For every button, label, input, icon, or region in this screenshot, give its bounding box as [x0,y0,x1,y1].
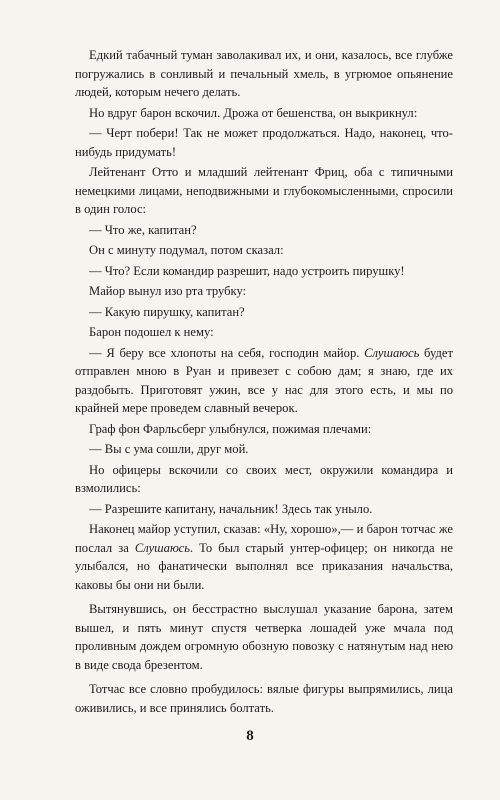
paragraph: Но офицеры вскочили со своих мест, окружили командира и взмолились: [75,462,453,495]
paragraph: Барон подошел к нему: [89,325,214,339]
paragraph: Наконец майор уступил, сказав: «Ну, хорошо»,— и барон тотчас же послал за Слушаюсь. То был старый унтер-офицер; он никогда не улыбался, но фанатически выполнял все приказания начальства, каковы бы они ни были. [75,522,453,592]
paragraph: Тотчас все словно пробудилось: вялые фигуры выпрямились, лица оживились, и все принялись болтать. [75,682,453,715]
italic-name: Слушаюсь [134,540,190,555]
paragraph: — Вы с ума сошли, друг мой. [89,442,249,456]
page-number: 8 [246,728,254,744]
paragraph: Но вдруг барон вскочил. Дрожа от бешенства, он выкрикнул: [89,105,418,120]
paragraph: — Я беру все хлопоты на себя, господин майор. Слушаюсь будет отправлен мною в Руан и привезет с собою дам; я знаю, где их раздобыть. Приготовят ужин, все у нас для этого есть, и мы по крайней мере проведем славный вечерок. [75,345,453,415]
paragraph: — Что же, капитан? [89,222,197,237]
paragraph: Едкий табачный туман заволакивал их, и они, казалось, все глубже погружались в сонливый и печальный хмель, в угрюмое опьянение людей, которым нечего делать. [75,48,453,99]
paragraph: Он с минуту подумал, потом сказал: [89,243,284,257]
italic-name: Слушаюсь [364,345,420,360]
paragraph: — Разрешите капитану, начальник! Здесь так уныло. [89,501,373,516]
paragraph: Лейтенант Отто и младший лейтенант Фриц, оба с типичными немецкими лицами, неподвижными и глубокомысленными, спросили в один голос: [75,165,453,216]
paragraph: — Черт побери! Так не может продолжаться. Надо, наконец, что-нибудь придумать! [75,126,453,159]
paragraph: Вытянувшись, он бесстрастно выслушал указание барона, затем вышел, и пять минут спустя четверка лошадей уже мчала под проливным дождем огромную обозную повозку с натянутым над нею в виде свода брезентом. [75,602,453,672]
paragraph: — Какую пирушку, капитан? [89,304,245,319]
paragraph: Граф фон Фарльсберг улыбнулся, пожимая плечами: [89,421,372,436]
paragraph: — Что? Если командир разрешит, надо устроить пирушку! [89,263,405,278]
paragraph: Майор вынул изо рта трубку: [89,284,247,298]
body-text [75,46,453,719]
